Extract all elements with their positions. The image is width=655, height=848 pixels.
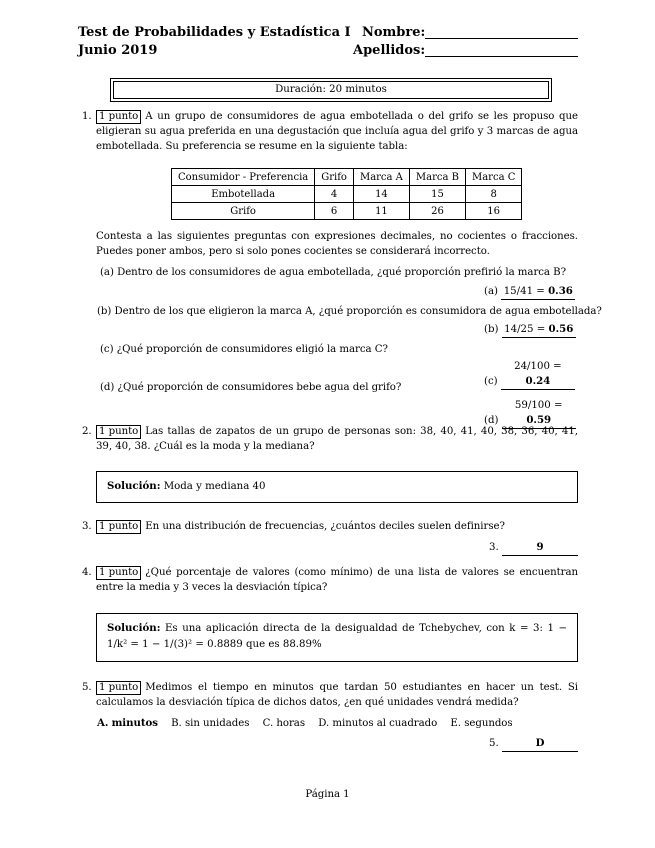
preference-table <box>171 168 522 220</box>
q1a-text: Dentro de los consumidores de agua embotellada, ¿qué proporción prefirió la marca B? <box>117 267 566 278</box>
q5-option-a[interactable] <box>97 718 158 729</box>
table-cell: Embotellada <box>172 186 315 203</box>
q1b-answer-field[interactable] <box>502 322 576 338</box>
q1b-answer-label: (b) <box>484 324 499 335</box>
table-header: Consumidor - Preferencia <box>172 169 315 186</box>
q2-text: Las tallas de zapatos de un grupo de personas son: 38, 40, 41, 40, 38, 36, 40, 41, 39, 40, 38. ¿Cuál es la moda y la mediana? <box>96 426 578 452</box>
q5-option-text: segundos <box>464 718 513 729</box>
table-cell: 4 <box>315 186 354 203</box>
name-label: Nombre: <box>362 25 426 40</box>
q5-option-d[interactable] <box>318 718 437 729</box>
q3-answer-label: 3. <box>489 542 499 553</box>
table-header: Marca B <box>409 169 465 186</box>
table-cell: 8 <box>465 186 521 203</box>
q5-option-letter: C. <box>262 718 274 729</box>
q1a-question <box>100 265 566 280</box>
q1c-question <box>100 342 388 357</box>
q1-text: A un grupo de consumidores de agua embotellada o del grifo se les propuso que eligieran su agua preferida en una degustación que incluía agua del grifo y 3 marcas de agua embotellada. Su preferencia se resume en la siguiente tabla: <box>96 111 578 152</box>
q1c-answer <box>484 360 575 390</box>
q4-points-box: 1 punto <box>96 566 141 580</box>
q3-number: 3. <box>82 521 92 532</box>
q2-points-box: 1 punto <box>96 425 141 439</box>
q1c-answer-label: (c) <box>484 376 498 387</box>
q1c-text: ¿Qué proporción de consumidores eligió la marca C? <box>116 344 388 355</box>
table-header: Grifo <box>315 169 354 186</box>
q1c-label: (c) <box>100 344 114 355</box>
q1-instructions: Contesta a las siguientes preguntas con expresiones decimales, no cocientes o fracciones. Puedes poner ambos, pero si solo pones cocientes se considerará incorrecto. <box>96 231 578 257</box>
q1b-answer-fraction: 14/25 = <box>504 324 549 335</box>
q1-points-box: 1 punto <box>96 110 141 124</box>
q4-number: 4. <box>82 567 92 578</box>
q1c-answer-value: 0.24 <box>525 375 551 387</box>
q1c-answer-field[interactable] <box>501 360 575 390</box>
q1d-answer-fraction: 59/100 = <box>514 400 563 411</box>
duration-box <box>110 78 552 102</box>
q5-option-e[interactable] <box>450 718 512 729</box>
q5-option-letter: D. <box>318 718 330 729</box>
exam-date: Junio 2019 <box>78 43 158 58</box>
surname-label: Apellidos: <box>353 43 426 58</box>
q1a-answer <box>484 284 575 300</box>
q5-text-block <box>96 680 578 710</box>
q5-points-box: 1 punto <box>96 681 141 695</box>
table-cell: 26 <box>409 203 465 220</box>
table-cell: 15 <box>409 186 465 203</box>
q1a-answer-value: 0.36 <box>548 285 573 297</box>
q1b-label: (b) <box>97 306 112 317</box>
q1b-answer <box>484 322 576 338</box>
table-cell: 14 <box>353 186 409 203</box>
q2-number: 2. <box>82 426 92 437</box>
q1-number: 1. <box>82 111 92 122</box>
q2-text-block <box>96 424 578 454</box>
q1d-answer-label: (d) <box>484 415 499 426</box>
name-field[interactable] <box>425 38 578 39</box>
q5-number: 5. <box>82 682 92 693</box>
q5-text: Medimos el tiempo en minutos que tardan 50 estudiantes en hacer un test. Si calculamos la desviación típica de dichos datos, ¿en qué unidades vendrá medida? <box>96 682 578 708</box>
q5-options <box>97 716 513 731</box>
q1b-text: Dentro de los que eligieron la marca A, ¿qué proporción es consumidora de agua embotellada? <box>114 306 602 317</box>
q1d-question <box>100 380 401 395</box>
surname-field[interactable] <box>425 56 578 57</box>
q5-option-b[interactable] <box>171 718 249 729</box>
q2-solution-box <box>96 471 578 503</box>
q5-option-letter: E. <box>450 718 461 729</box>
q3-text: En una distribución de frecuencias, ¿cuántos deciles suelen definirse? <box>145 521 505 532</box>
q1a-label: (a) <box>100 267 114 278</box>
duration-text: Duración: 20 minutos <box>113 81 549 99</box>
q4-solution-label: Solución: <box>107 622 161 634</box>
q3-answer-value: 9 <box>536 541 544 553</box>
q1c-answer-fraction: 24/100 = <box>514 361 562 372</box>
table-header: Marca C <box>465 169 521 186</box>
page-number: Página 1 <box>305 789 350 800</box>
q1d-label: (d) <box>100 382 115 393</box>
q3-text-block <box>96 519 578 534</box>
table-row <box>172 203 522 220</box>
table-header-row <box>172 169 522 186</box>
q5-option-letter: B. <box>171 718 182 729</box>
q1b-question <box>97 304 602 319</box>
exam-title: Test de Probabilidades y Estadística I <box>78 25 351 40</box>
q1a-answer-fraction: 15/41 = <box>503 286 549 297</box>
table-cell: 11 <box>353 203 409 220</box>
q4-text: ¿Qué porcentaje de valores (como mínimo) de una lista de valores se encuentran entre la media y 3 veces la desviación típica? <box>96 567 578 593</box>
q1-text-block <box>96 109 578 154</box>
q2-solution-label: Solución: <box>107 480 161 492</box>
q3-answer-field[interactable] <box>502 540 578 556</box>
q5-answer-label: 5. <box>489 738 499 749</box>
table-cell: Grifo <box>172 203 315 220</box>
q4-solution-text: Es una aplicación directa de la desigualdad de Tchebychev, con k = 3: 1 − 1/k² = 1 − 1/(3)² = 0.8889 que es 88.89% <box>107 623 567 650</box>
q5-option-text: minutos al cuadrado <box>332 718 438 729</box>
q5-answer-value: D <box>535 737 545 749</box>
q4-solution-box <box>96 613 578 662</box>
table-cell: 16 <box>465 203 521 220</box>
q2-solution-text: Moda y mediana 40 <box>163 481 266 492</box>
q1d-answer-value: 0.59 <box>526 414 552 426</box>
q5-option-text: sin unidades <box>184 718 250 729</box>
q5-option-c[interactable] <box>263 718 305 729</box>
table-row <box>172 186 522 203</box>
q5-option-text: minutos <box>111 717 158 729</box>
q1d-text: ¿Qué proporción de consumidores bebe agua del grifo? <box>117 382 402 393</box>
q1a-answer-field[interactable] <box>501 284 575 300</box>
q5-option-letter: A. <box>97 717 109 729</box>
q4-text-block <box>96 565 578 595</box>
table-cell: 6 <box>315 203 354 220</box>
q1a-answer-label: (a) <box>484 286 499 297</box>
q5-answer <box>489 736 578 752</box>
q3-answer <box>489 540 578 556</box>
q5-answer-field[interactable] <box>502 736 578 752</box>
q1b-answer-value: 0.56 <box>548 323 574 335</box>
table-header: Marca A <box>353 169 409 186</box>
q3-points-box: 1 punto <box>96 520 141 534</box>
q5-option-text: horas <box>276 718 306 729</box>
